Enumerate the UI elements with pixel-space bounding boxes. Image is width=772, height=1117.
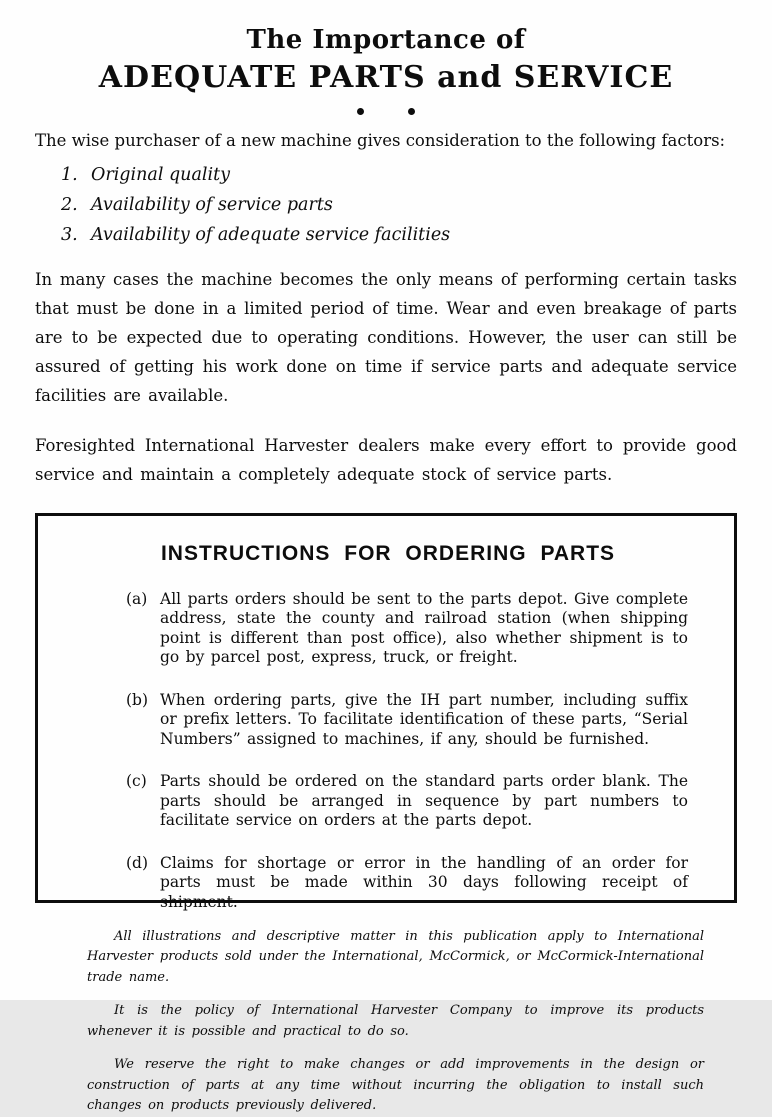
instructions-box-heading: INSTRUCTIONS FOR ORDERING PARTS (160, 541, 616, 565)
instruction-text: All parts orders should be sent to the parts depot. Give complete address, state the county and railroad station (when shipping point is different than post office), also whether shipment is to go by parcel post, express, truck, or freight. (160, 589, 688, 667)
instructions-box (35, 513, 737, 911)
instruction-label: (a) (126, 589, 148, 608)
footnotes-section (87, 927, 704, 1117)
factor-number: 2. (61, 194, 78, 215)
factor-text: Availability of service parts (91, 194, 333, 215)
instruction-item (126, 590, 688, 668)
page-title-line-1: The Importance of (246, 25, 526, 55)
intro-paragraph: The wise purchaser of a new machine gives consideration to the following factors: (35, 130, 726, 150)
footnote-paragraph: All illustrations and descriptive matter in this publication apply to International Harvester products sold under the International, McCormick, or McCormick-International trade name. (87, 928, 704, 985)
factor-number: 1. (61, 164, 78, 185)
page-content (0, 129, 772, 1117)
factor-item (61, 220, 737, 250)
factor-number: 3. (61, 224, 78, 245)
factor-text: Original quality (91, 164, 230, 185)
body-paragraph: In many cases the machine becomes the only means of performing certain tasks that must be done in a limited period of time. Wear and even breakage of parts are to be expected due to operating conditions. However, the user can still be assured of getting his work done on time if service parts and adequate service facilities are available. (35, 269, 737, 405)
factor-text: Availability of adequate service facilities (91, 224, 451, 245)
footnote-paragraph: We reserve the right to make changes or add improvements in the design or construction of parts at any time without incurring the obligation to install such changes on products previously delivered. (87, 1057, 704, 1114)
instruction-label: (c) (126, 772, 147, 791)
instruction-label: (b) (126, 690, 149, 709)
factor-item (61, 190, 737, 220)
footnote-paragraph: It is the policy of International Harvester Company to improve its products whenever it is possible and practical to do so. (87, 1003, 704, 1039)
instruction-item (126, 691, 688, 750)
bullet-dot-icon (357, 108, 364, 115)
instruction-text: Claims for shortage or error in the handling of an order for parts must be made within 30 days following receipt of shipment. (160, 853, 688, 911)
page-title-line-2: ADEQUATE PARTS and SERVICE (98, 59, 674, 95)
bullet-dot-icon (408, 108, 415, 115)
instruction-text: When ordering parts, give the IH part number, including suffix or prefix letters. To facilitate identification of these parts, “Serial Numbers” assigned to machines, if any, should be furnished. (160, 690, 688, 748)
instruction-item (126, 854, 688, 913)
separator-dots (0, 106, 772, 116)
factor-item (61, 160, 737, 190)
instruction-text: Parts should be ordered on the standard parts order blank. The parts should be arranged in sequence by part numbers to facilitate service on orders at the parts depot. (160, 772, 688, 830)
instruction-label: (d) (126, 853, 149, 872)
instruction-item (126, 772, 688, 831)
factors-list (61, 160, 737, 250)
body-paragraph: Foresighted International Harvester dealers make every effort to provide good service and maintain a completely adequate stock of service parts. (35, 435, 737, 484)
